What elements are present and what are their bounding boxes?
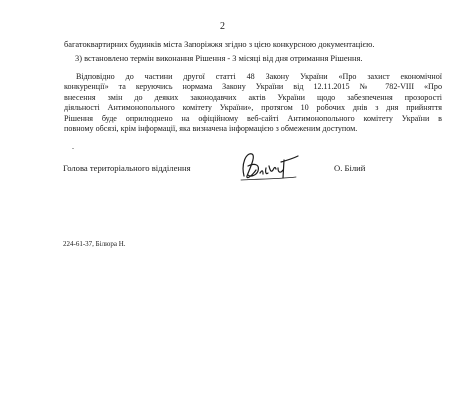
paragraph-publication-notice xyxy=(64,72,442,134)
stray-mark: . xyxy=(72,142,74,151)
handwritten-signature xyxy=(238,146,300,188)
paragraph-contest-docs: багатоквартирних будинків міста Запоріжжя згідно з цією конкурсною документацією. xyxy=(64,40,375,49)
paragraph-line: Відповідно до частини другої статті 48 Закону України «Про захист економічної xyxy=(76,72,442,81)
paragraph-line: конкуренції» та керуючись нормама Закону України від 12.11.2015 № 782-VIII «Про xyxy=(64,82,442,92)
paragraph-line: Рішення буде оприлюднено на офіційному веб-сайті Антимонопольного комітету України в xyxy=(64,113,442,123)
signatory-position: Голова територіального відділення xyxy=(63,163,191,173)
executor-contact: 224-61-37, Білюра Н. xyxy=(63,240,126,248)
signatory-name: О. Білий xyxy=(334,163,366,173)
paragraph-line: діяльності Антимонопольного комітету України», протягом 10 робочих днів з дня прийняття xyxy=(64,103,442,113)
paragraph-deadline: 3) встановлено термін виконання Рішення - 3 місяці від дня отримання Рішення. xyxy=(75,54,363,63)
page-number: 2 xyxy=(220,21,225,32)
paragraph-line: внесення змін до деяких законодавчих актів України щодо забезпечення прозорості xyxy=(64,92,442,102)
paragraph-line: повному обсязі, крім інформації, яка визначена інформацією з обмеженим доступом. xyxy=(64,124,358,134)
